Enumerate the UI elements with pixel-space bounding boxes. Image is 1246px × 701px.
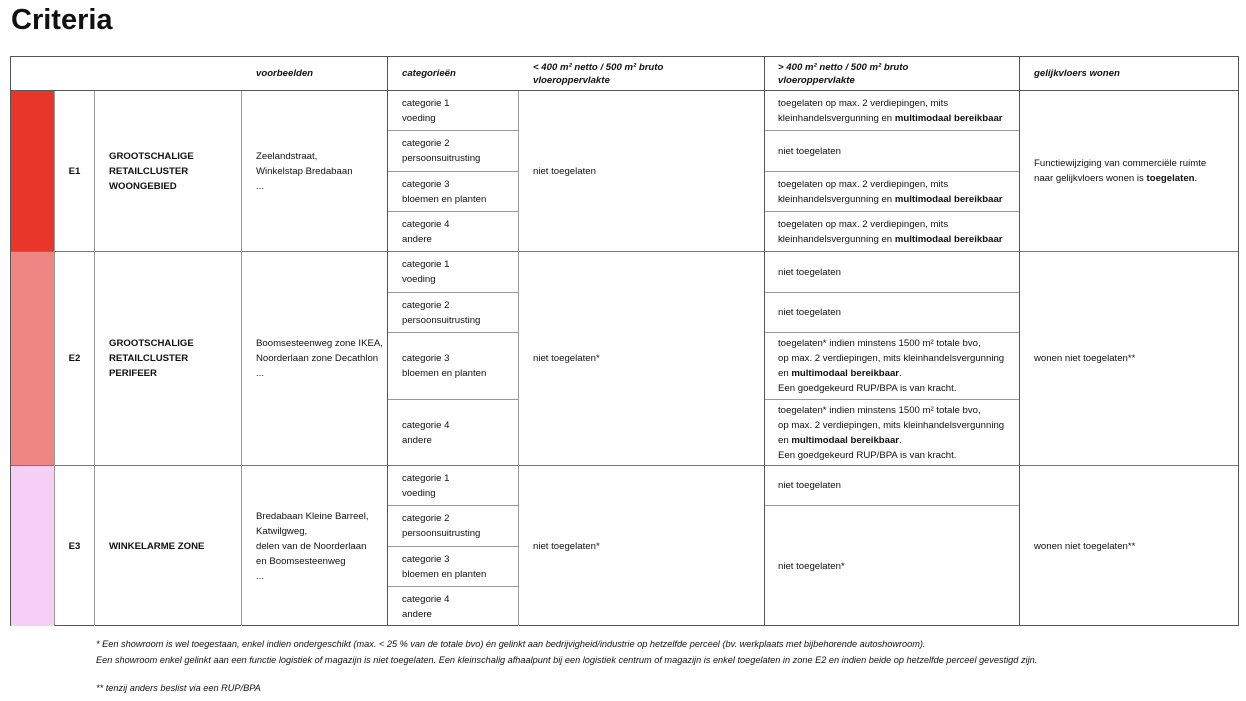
zone-e3-small-area: niet toegelaten* (533, 540, 600, 552)
zone-e2-category-1: categorie 1 voeding (402, 259, 450, 285)
zone-e2-large-area-1 (778, 252, 1018, 292)
zone-e3-category-2: categorie 2 persoonsuitrusting (402, 513, 481, 539)
zone-e3-examples: Bredabaan Kleine Barreel, Katwilgweg, delen van de Noorderlaan en Boomsesteenweg ... (256, 510, 369, 582)
zone-e1-large-area-2 (778, 131, 1018, 171)
cell-text: toegelaten op max. 2 verdiepingen, mits kleinhandelsvergunning en multimodaal bereikbaar (778, 218, 1003, 245)
zone-e3-housing (1034, 466, 1234, 626)
zone-e3-category-3: categorie 3 bloemen en planten (402, 553, 487, 580)
emphasis: multimodaal bereikbaar (894, 193, 1003, 205)
zone-e2-large-area-4 (778, 400, 1018, 465)
zone-e2-category-2: categorie 2 persoonsuitrusting (402, 299, 481, 326)
zone-e1-small-area: niet toegelaten (533, 165, 596, 177)
zone-e3-category-4: categorie 4 andere (402, 593, 450, 620)
cell-text: niet toegelaten (778, 480, 841, 491)
zone-e2-color-band (11, 251, 54, 465)
cell-text: wonen niet toegelaten** (1034, 353, 1136, 364)
emphasis: multimodaal bereikbaar (894, 233, 1003, 245)
cell-text: niet toegelaten (778, 145, 841, 157)
cell-text: niet toegelaten (778, 307, 841, 318)
criteria-table (10, 56, 1239, 626)
zone-e1-large-area-3 (778, 172, 1018, 211)
footnote-2: Een showroom enkel gelinkt aan een functie logistiek of magazijn is niet toegelaten. Een kleinschalig afhaalpunt bij een logistiek centrum of magazijn is enkel toegelaten in zone E2 en indien beide op hetzelfde perceel gevestigd zijn. (96, 655, 1038, 665)
zone-e1-code: E1 (68, 165, 81, 177)
cell-text: toegelaten* indien minstens 1500 m² totale bvo, op max. 2 verdiepingen, mits kleinhandelsvergunning en multimodaal bereikbaar. Een goedgekeurd RUP/BPA is van kracht. (778, 404, 1005, 461)
zone-e1-examples: Zeelandstraat, Winkelstap Bredabaan ... (256, 150, 353, 192)
cell-text: niet toegelaten* (778, 560, 845, 572)
zone-e1-color-band (11, 91, 54, 251)
zone-e1-large-area-4 (778, 212, 1018, 251)
zone-e3-category-1: categorie 1 voeding (402, 472, 450, 499)
zone-e3-code: E3 (68, 540, 81, 552)
footnote-3: ** tenzij anders beslist via een RUP/BPA (96, 683, 261, 693)
zone-e2-small-area: niet toegelaten* (533, 353, 600, 364)
zone-e3-color-band (11, 465, 54, 626)
header-large-area: > 400 m² netto / 500 m² bruto vloeroppervlakte (778, 61, 909, 86)
cell-text: toegelaten* indien minstens 1500 m² totale bvo, op max. 2 verdiepingen, mits kleinhandelsvergunning en multimodaal bereikbaar. Een goedgekeurd RUP/BPA is van kracht. (778, 338, 1005, 394)
cell-text: toegelaten op max. 2 verdiepingen, mits kleinhandelsvergunning en multimodaal bereikbaar (778, 178, 1003, 205)
header-housing: gelijkvloers wonen (1034, 68, 1120, 79)
zone-e1-name: GROOTSCHALIGE RETAILCLUSTER WOONGEBIED (109, 150, 194, 192)
zone-e1-housing (1034, 91, 1234, 251)
zone-e1-large-area-1 (778, 91, 1018, 130)
zone-e2-category-3: categorie 3 bloemen en planten (402, 353, 487, 379)
zone-e1-category-4: categorie 4 andere (402, 218, 450, 245)
footnote-1: * Een showroom is wel toegestaan, enkel indien ondergeschikt (max. < 25 % van de totale bvo) én gelinkt aan bedrijvigheid/industrie op hetzelfde perceel (bv. werkplaats met bijbehorende autoshowroom). (96, 639, 926, 649)
zone-e1-category-2: categorie 2 persoonsuitrusting (402, 138, 481, 164)
zone-e2-large-area-2 (778, 293, 1018, 332)
emphasis: multimodaal bereikbaar (894, 112, 1003, 124)
emphasis: multimodaal bereikbaar (791, 368, 900, 379)
zone-e3-name: WINKELARME ZONE (109, 540, 205, 552)
zone-e2-large-area-3 (778, 333, 1018, 399)
cell-text: wonen niet toegelaten** (1034, 540, 1136, 552)
zone-e2-examples: Boomsesteenweg zone IKEA, Noorderlaan zone Decathlon ... (256, 338, 383, 379)
emphasis: multimodaal bereikbaar (791, 434, 900, 446)
cell-text: toegelaten op max. 2 verdiepingen, mits kleinhandelsvergunning en multimodaal bereikbaar (778, 97, 1003, 124)
emphasis: toegelaten (1146, 173, 1195, 184)
zone-e1-category-3: categorie 3 bloemen en planten (402, 178, 487, 205)
cell-text: Functiewijziging van commerciële ruimte naar gelijkvloers wonen is toegelaten. (1034, 158, 1207, 184)
header-categories: categorieën (402, 68, 456, 79)
zone-e1-category-1: categorie 1 voeding (402, 97, 450, 124)
header-small-area: < 400 m² netto / 500 m² bruto vloeroppervlakte (533, 61, 664, 86)
zone-e2-category-4: categorie 4 andere (402, 419, 450, 446)
zone-e3-large-area-2 (778, 506, 1018, 626)
cell-text: niet toegelaten (778, 266, 841, 278)
zone-e2-housing (1034, 252, 1234, 465)
zone-e2-code: E2 (68, 353, 81, 364)
zone-e2-name: GROOTSCHALIGE RETAILCLUSTER PERIFEER (109, 338, 194, 379)
zone-e3-large-area-1 (778, 466, 1018, 505)
header-examples: voorbeelden (256, 68, 314, 79)
page-title: Criteria (11, 4, 113, 36)
